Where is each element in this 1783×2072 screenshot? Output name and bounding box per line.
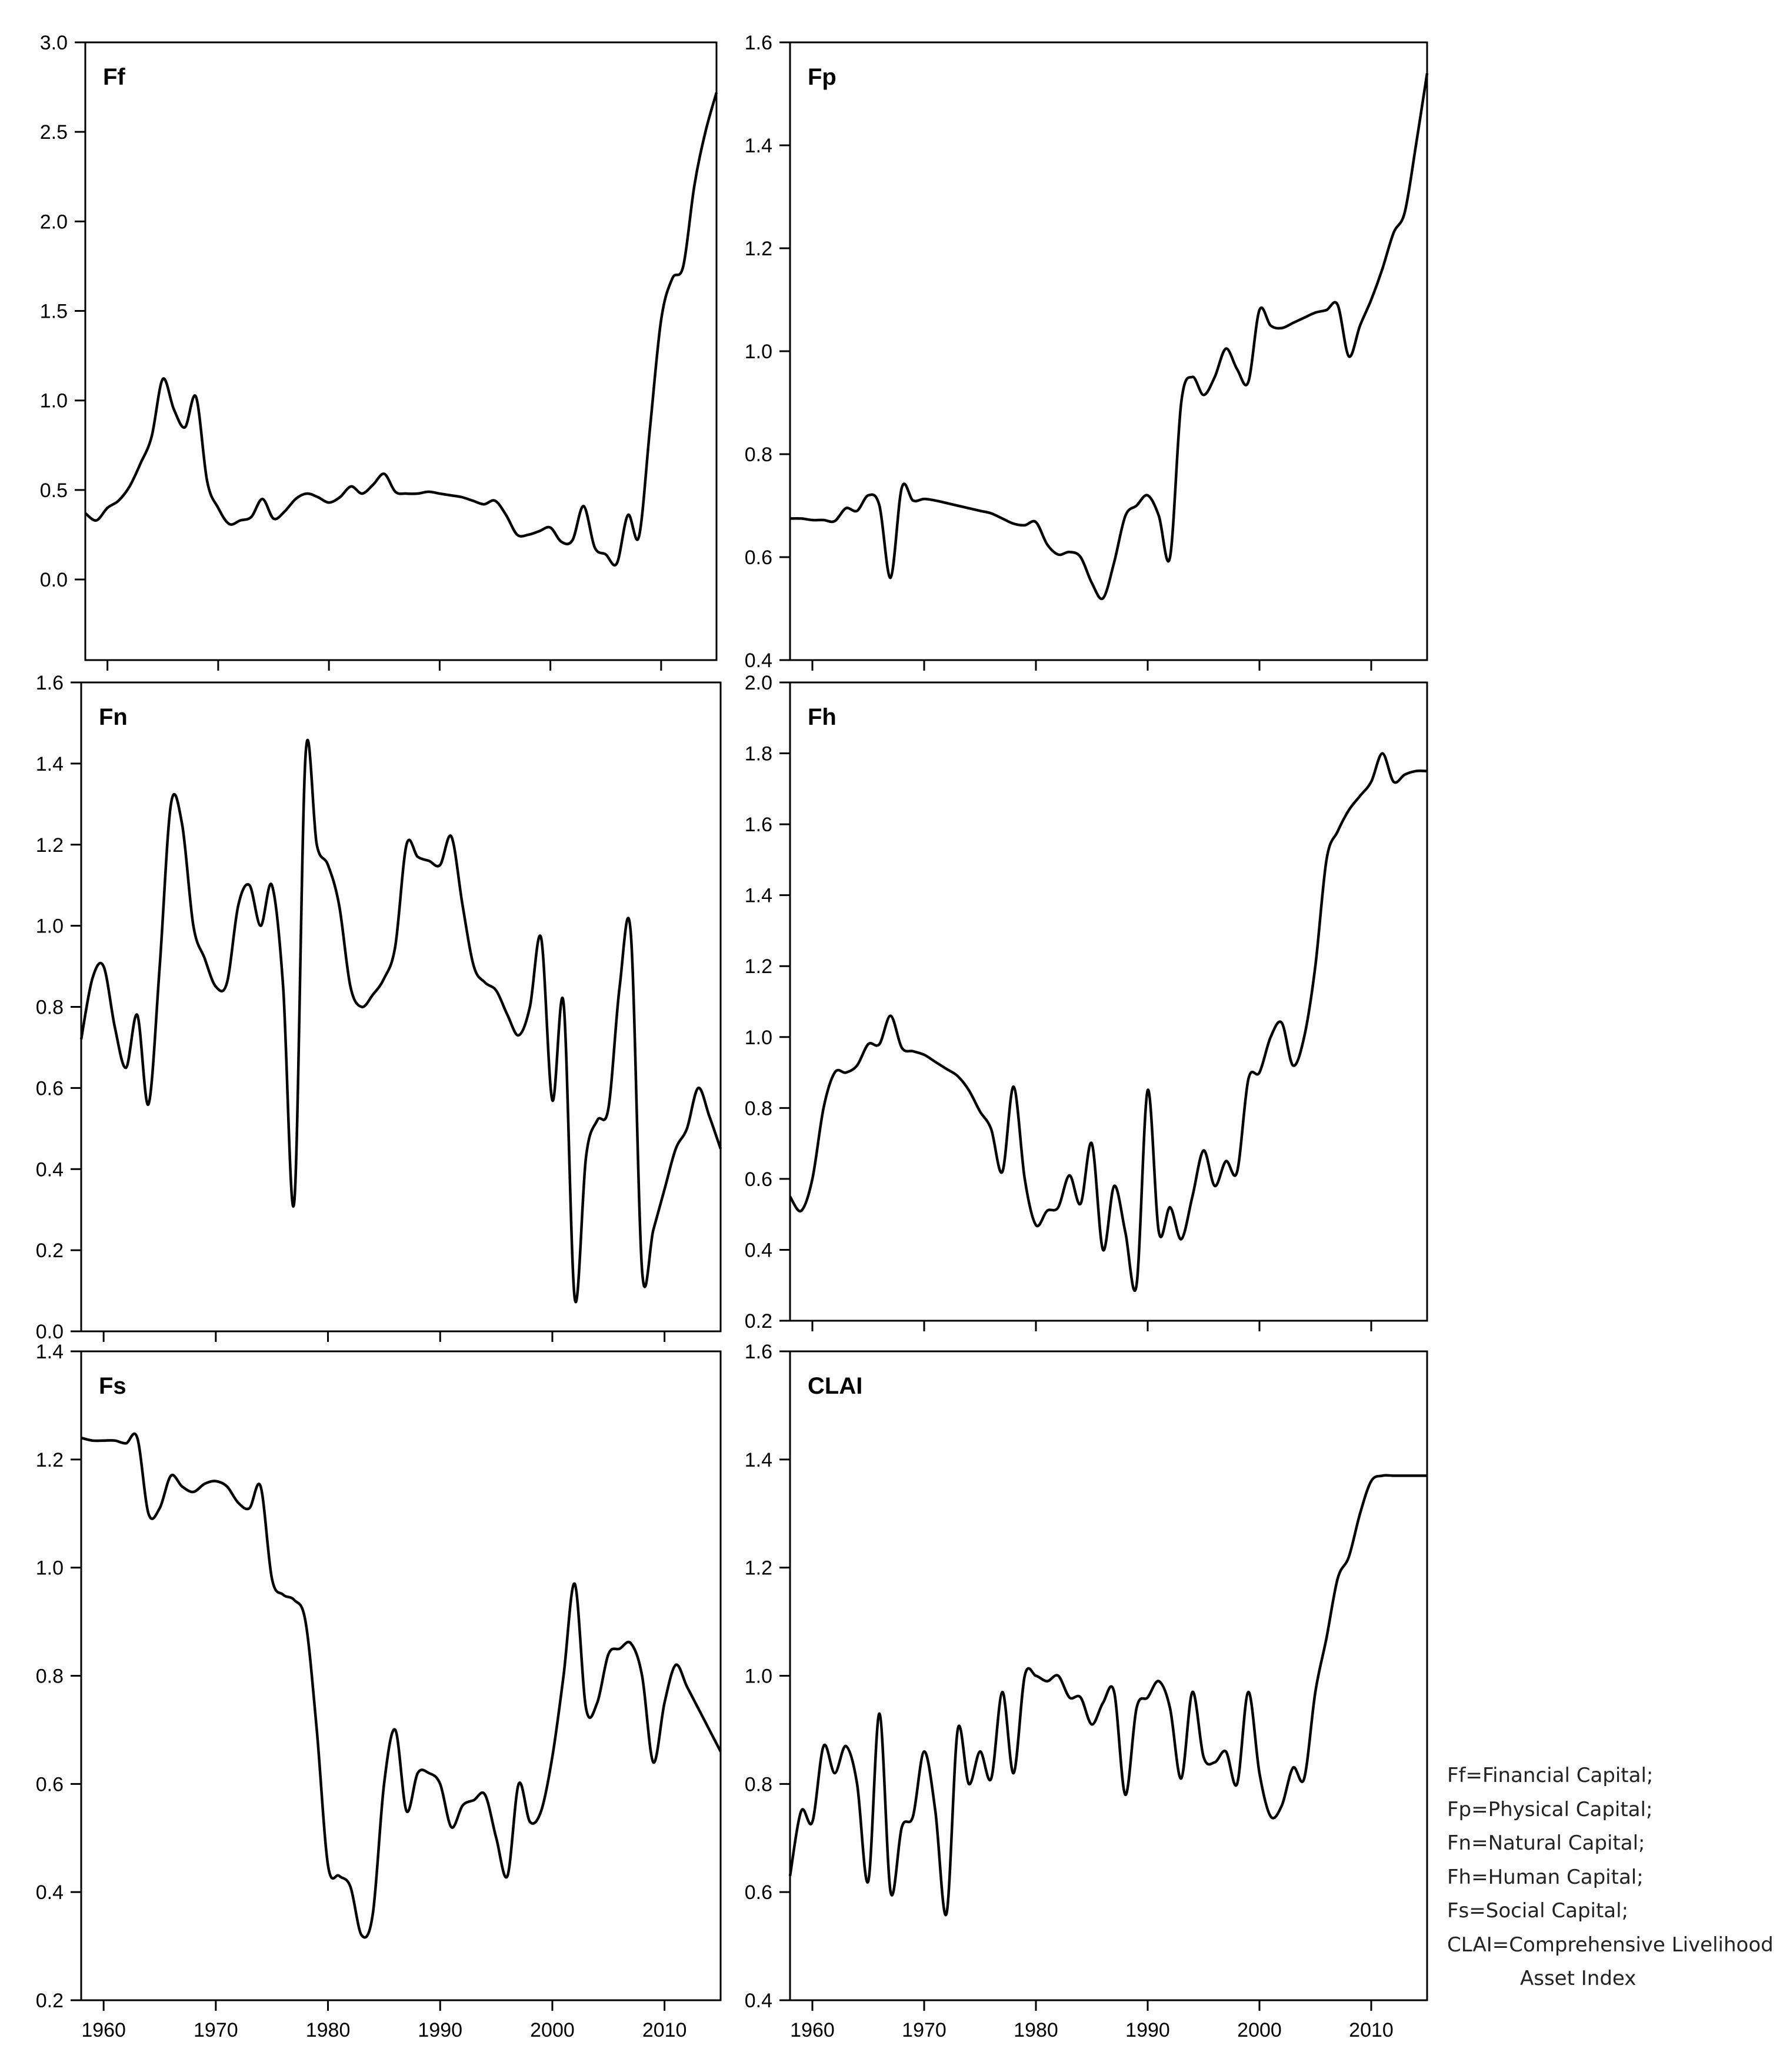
y-tick-label: 1.4 bbox=[744, 135, 772, 157]
y-tick-label: 0.4 bbox=[744, 1239, 772, 1262]
y-tick-label: 0.8 bbox=[744, 1097, 772, 1120]
y-tick-label: 1.6 bbox=[744, 814, 772, 837]
y-tick-label: 0.8 bbox=[744, 1773, 772, 1796]
y-tick-label: 1.0 bbox=[744, 1026, 772, 1049]
y-tick-label: 0.2 bbox=[35, 1240, 64, 1262]
chart-fh bbox=[745, 672, 1427, 1333]
x-tick-label: 1960 bbox=[81, 2019, 126, 2041]
y-tick-label: 3.0 bbox=[39, 32, 68, 54]
y-tick-label: 0.6 bbox=[744, 1168, 772, 1191]
chart-ff bbox=[40, 32, 716, 671]
y-tick-label: 1.2 bbox=[744, 238, 772, 260]
x-tick-label: 2000 bbox=[1237, 2019, 1282, 2041]
y-tick-label: 0.8 bbox=[35, 996, 64, 1019]
series-line-ff bbox=[85, 92, 716, 565]
y-tick-label: 1.2 bbox=[35, 1448, 64, 1471]
y-tick-label: 0.6 bbox=[35, 1773, 64, 1796]
panel-title: Fn bbox=[99, 704, 128, 730]
y-tick-label: 1.8 bbox=[744, 742, 772, 765]
y-tick-label: 1.0 bbox=[39, 389, 68, 412]
legend-line-clai-cont: Asset Index bbox=[1520, 1967, 1637, 1990]
panel-title: Ff bbox=[103, 64, 125, 90]
series-line-fh bbox=[790, 754, 1427, 1291]
y-tick-label: 0.0 bbox=[35, 1321, 64, 1343]
y-tick-label: 0.2 bbox=[744, 1310, 772, 1333]
y-tick-label: 0.4 bbox=[744, 649, 772, 672]
x-tick-label: 1970 bbox=[902, 2019, 947, 2041]
y-tick-label: 0.6 bbox=[744, 547, 772, 569]
y-tick-label: 0.4 bbox=[744, 1990, 772, 2012]
x-tick-label: 1980 bbox=[1014, 2019, 1058, 2041]
y-tick-label: 0.6 bbox=[35, 1077, 64, 1100]
panel-title: Fp bbox=[808, 64, 836, 90]
y-tick-label: 1.0 bbox=[35, 915, 64, 938]
series-line-fn bbox=[81, 740, 721, 1302]
series-line-fp bbox=[790, 74, 1427, 599]
plot-frame bbox=[790, 42, 1427, 660]
y-tick-label: 1.0 bbox=[744, 341, 772, 363]
y-tick-label: 1.4 bbox=[35, 1341, 64, 1363]
legend-line-ff: Ff=Financial Capital; bbox=[1447, 1764, 1654, 1787]
y-tick-label: 1.4 bbox=[35, 752, 64, 775]
series-line-fs bbox=[81, 1434, 721, 1937]
x-tick-label: 1970 bbox=[194, 2019, 238, 2041]
x-tick-label: 1990 bbox=[418, 2019, 463, 2041]
chart-fp bbox=[745, 32, 1427, 672]
panel-title: Fh bbox=[808, 704, 836, 730]
y-tick-label: 0.5 bbox=[39, 479, 68, 502]
chart-clai bbox=[745, 1341, 1427, 2041]
y-tick-label: 1.4 bbox=[744, 1448, 772, 1471]
legend-line-clai: CLAI=Comprehensive Livelihood bbox=[1447, 1933, 1774, 1957]
y-tick-label: 0.6 bbox=[744, 1881, 772, 1904]
y-tick-label: 1.0 bbox=[744, 1665, 772, 1688]
plot-frame bbox=[85, 42, 716, 660]
series-line-clai bbox=[790, 1475, 1427, 1916]
plot-frame bbox=[790, 1351, 1427, 2000]
x-tick-label: 2010 bbox=[1349, 2019, 1394, 2041]
legend-line-fh: Fh=Human Capital; bbox=[1447, 1865, 1644, 1889]
y-tick-label: 1.5 bbox=[39, 300, 68, 323]
y-tick-label: 1.2 bbox=[744, 955, 772, 978]
x-tick-label: 1960 bbox=[790, 2019, 835, 2041]
y-tick-label: 0.8 bbox=[35, 1665, 64, 1688]
legend bbox=[1447, 1759, 1777, 1996]
legend-line-fn: Fn=Natural Capital; bbox=[1447, 1831, 1645, 1855]
panel-title: CLAI bbox=[808, 1373, 863, 1399]
y-tick-label: 2.0 bbox=[39, 211, 68, 234]
x-tick-label: 1980 bbox=[305, 2019, 351, 2041]
y-tick-label: 0.4 bbox=[35, 1158, 64, 1181]
y-tick-label: 2.5 bbox=[39, 121, 68, 144]
legend-line-fs: Fs=Social Capital; bbox=[1447, 1899, 1629, 1923]
chart-fn bbox=[36, 672, 721, 1343]
y-tick-label: 1.6 bbox=[35, 672, 64, 694]
y-tick-label: 1.2 bbox=[744, 1557, 772, 1580]
y-tick-label: 1.6 bbox=[744, 32, 772, 54]
plot-frame bbox=[81, 1351, 721, 2000]
legend-line-fp: Fp=Physical Capital; bbox=[1447, 1797, 1653, 1821]
y-tick-label: 1.0 bbox=[35, 1557, 64, 1580]
x-tick-label: 2000 bbox=[530, 2019, 575, 2041]
chart-fs bbox=[36, 1341, 721, 2041]
x-tick-label: 1990 bbox=[1125, 2019, 1170, 2041]
y-tick-label: 0.0 bbox=[39, 569, 68, 592]
y-tick-label: 0.2 bbox=[35, 1990, 64, 2012]
y-tick-label: 1.2 bbox=[35, 834, 64, 857]
panel-title: Fs bbox=[99, 1373, 126, 1399]
plot-frame bbox=[81, 682, 721, 1331]
y-tick-label: 2.0 bbox=[744, 672, 772, 694]
x-tick-label: 2010 bbox=[642, 2019, 687, 2041]
y-tick-label: 1.6 bbox=[744, 1341, 772, 1363]
y-tick-label: 0.8 bbox=[744, 444, 772, 466]
y-tick-label: 0.4 bbox=[35, 1881, 64, 1904]
y-tick-label: 1.4 bbox=[744, 884, 772, 907]
